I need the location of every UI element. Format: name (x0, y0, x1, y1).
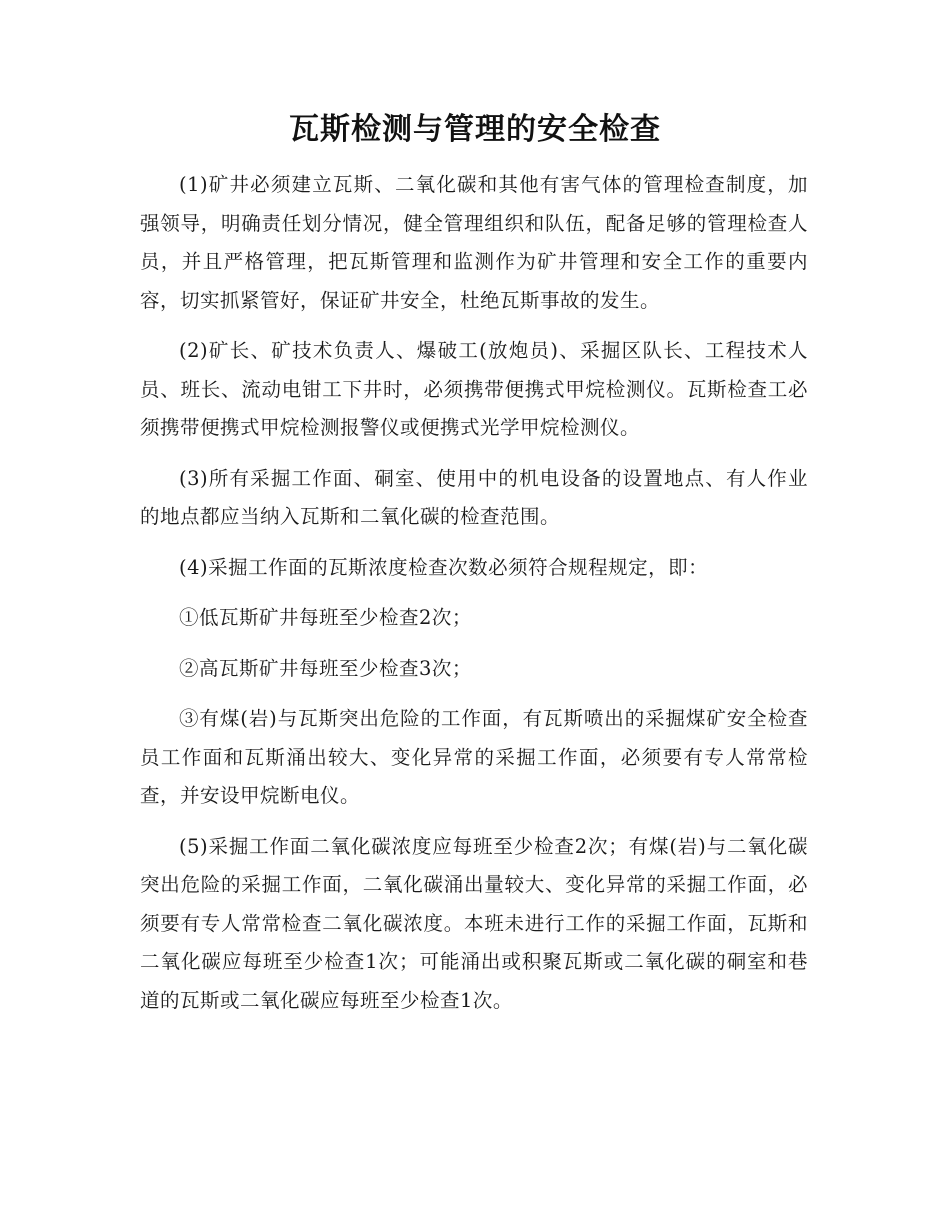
list-item-high-gas: ②高瓦斯矿井每班至少检查3次； (179, 656, 472, 680)
paragraph-2: (2)矿长、矿技术负责人、爆破工(放炮员)、采掘区队长、工程技术人员、班长、流动电钳工下井时，必须携带便携式甲烷检测仪。瓦斯检查工必须携带便携式甲烷检测报警仪或便携式光学甲烷检测仪。 (140, 339, 808, 439)
paragraph-4: (4)采掘工作面的瓦斯浓度检查次数必须符合规程规定，即： (179, 555, 709, 579)
paragraph-1: (1)矿井必须建立瓦斯、二氧化碳和其他有害气体的管理检查制度，加强领导，明确责任划分情况，健全管理组织和队伍，配备足够的管理检查人员，并且严格管理，把瓦斯管理和监测作为矿井管理和安全工作的重要内容，切实抓紧管好，保证矿井安全，杜绝瓦斯事故的发生。 (140, 173, 808, 312)
paragraph-3: (3)所有采掘工作面、硐室、使用中的机电设备的设置地点、有人作业的地点都应当纳入瓦斯和二氧化碳的检查范围。 (140, 466, 808, 528)
list-item-low-gas: ①低瓦斯矿井每班至少检查2次； (179, 606, 472, 629)
document-body (140, 166, 808, 1032)
list-item-outburst: ③有煤(岩)与瓦斯突出危险的工作面，有瓦斯喷出的采掘煤矿安全检查员工作面和瓦斯涌出较大、变化异常的采掘工作面，必须要有专人常常检查，并安设甲烷断电仪。 (140, 707, 808, 807)
document-title: 瓦斯检测与管理的安全检查 (289, 112, 661, 147)
paragraph-5: (5)采掘工作面二氧化碳浓度应每班至少检查2次；有煤(岩)与二氧化碳突出危险的采掘工作面，二氧化碳涌出量较大、变化异常的采掘工作面，必须要有专人常常检查二氧化碳浓度。本班未进行工作的采掘工作面，瓦斯和二氧化碳应每班至少检查1次；可能涌出或积聚瓦斯或二氧化碳的硐室和巷道的瓦斯或二氧化碳应每班至少检查1次。 (140, 834, 808, 1012)
